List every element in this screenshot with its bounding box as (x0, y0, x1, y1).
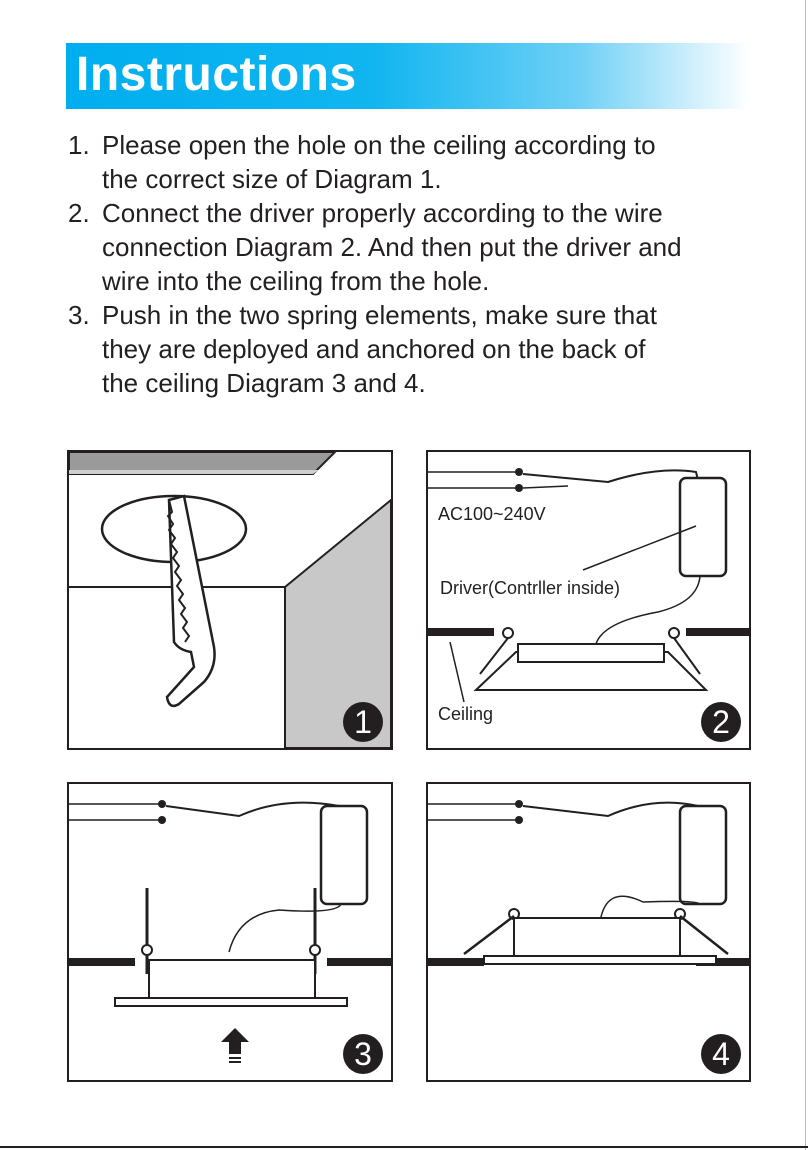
step-number: 2. (68, 198, 90, 228)
instruction-steps (68, 128, 768, 400)
diagram-4 (426, 782, 751, 1082)
step-line: Connect the driver properly according to the wire (102, 198, 663, 228)
step-item (68, 298, 768, 400)
step-line: Please open the hole on the ceiling according to (102, 130, 656, 160)
diagram-badge-3: 3 (343, 1034, 383, 1074)
step-line: the ceiling Diagram 3 and 4. (102, 368, 426, 398)
step-item (68, 128, 768, 196)
installed-panel-icon (428, 784, 749, 1080)
diagram-badge-2: 2 (701, 702, 741, 742)
saw-cutting-ceiling-icon (69, 452, 391, 748)
bottom-divider (0, 1146, 808, 1148)
step-line: they are deployed and anchored on the back of (102, 334, 646, 364)
diagram-3 (67, 782, 393, 1082)
driver-label: Driver(Contrller inside) (440, 578, 621, 598)
page-edge-line (805, 0, 806, 1150)
step-number: 3. (68, 300, 90, 330)
step-line: connection Diagram 2. And then put the driver and (102, 232, 682, 262)
step-line: wire into the ceiling from the hole. (102, 266, 490, 296)
step-item (68, 196, 768, 298)
voltage-label: AC100~240V (438, 504, 546, 524)
page-title: Instructions (76, 48, 357, 101)
step-number: 1. (68, 130, 90, 160)
step-line: Push in the two spring elements, make sure that (102, 300, 657, 330)
header-banner (66, 43, 750, 109)
diagram-badge-1: 1 (343, 702, 383, 742)
diagram-badge-4: 4 (701, 1034, 741, 1074)
push-up-arrow-icon (69, 784, 391, 1080)
diagram-2 (426, 450, 751, 750)
step-line: the correct size of Diagram 1. (102, 164, 442, 194)
ceiling-label: Ceiling (438, 704, 494, 724)
diagram-1 (67, 450, 393, 750)
